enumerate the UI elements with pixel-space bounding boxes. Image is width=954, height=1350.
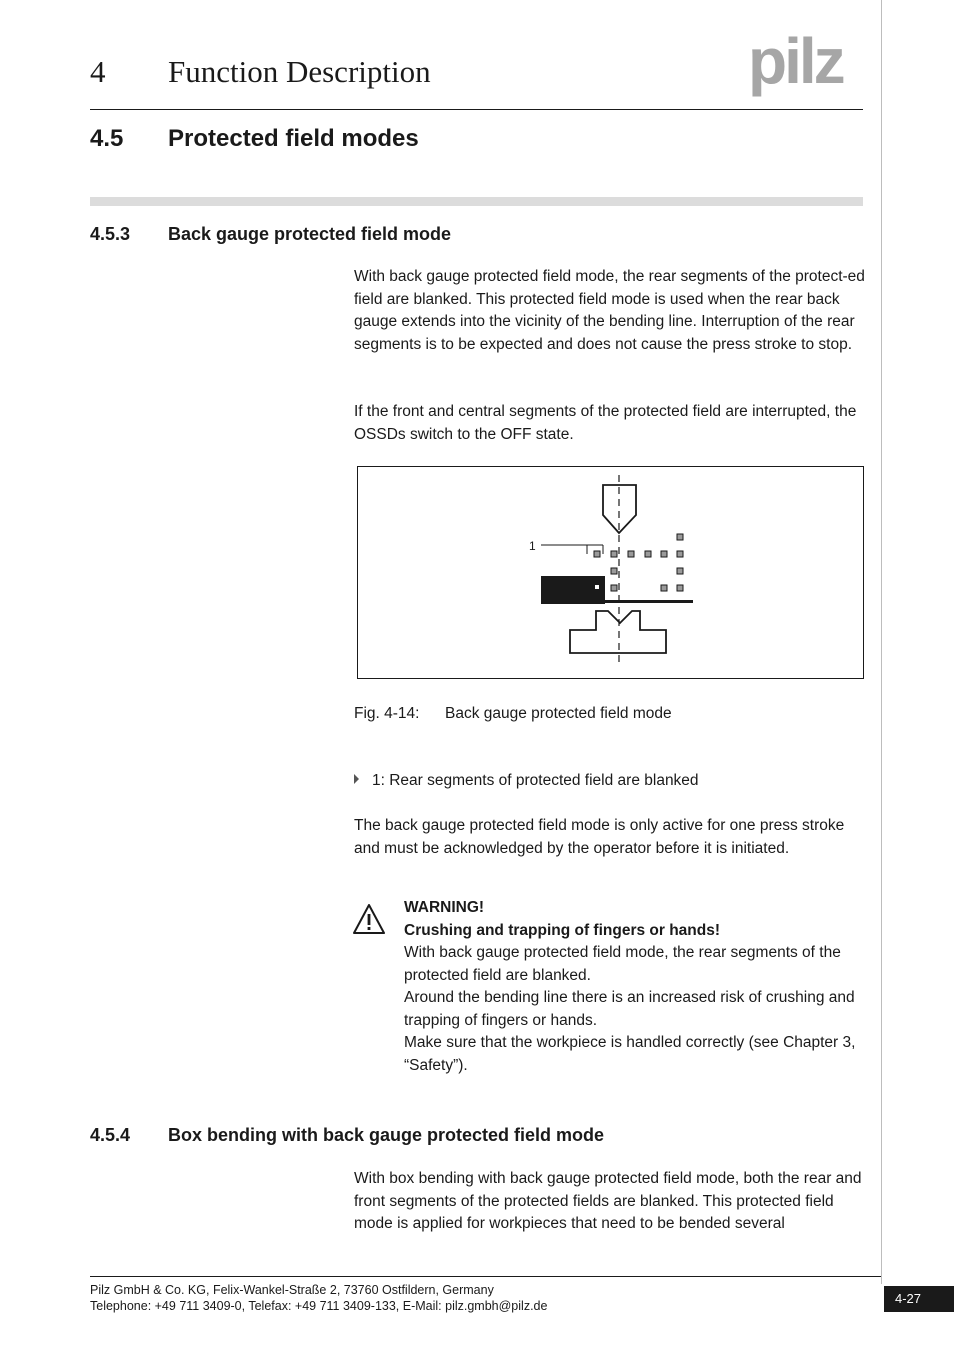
paragraph-box-bending: With box bending with back gauge protected field mode, both the rear and front segments of the protected fields are blanked. This protected field mode is applied for workpieces that need to be bended several [354, 1170, 862, 1232]
footer-line-1: Pilz GmbH & Co. KG, Felix-Wankel-Straße 2, 73760 Ostfildern, Germany [90, 1283, 494, 1297]
paragraph-ossd: If the front and central segments of the protected field are interrupted, the OSSDs switch to the OFF state. [354, 403, 857, 443]
warning-triangle-icon [352, 903, 386, 940]
chapter-number: 4 [90, 54, 106, 89]
legend-item: 1: Rear segments of protected field are blanked [372, 772, 699, 789]
section-number: 4.5 [90, 125, 124, 152]
pilz-logo: pilz [748, 25, 843, 97]
warning-text-3: Make sure that the workpiece is handled correctly (see Chapter 3, “Safety”). [404, 1034, 856, 1074]
warning-text-1: With back gauge protected field mode, the rear segments of the protected field are blanked. [404, 944, 841, 984]
page-margin-line [881, 0, 882, 1284]
footer-address [90, 1282, 547, 1314]
footer-line-2: Telephone: +49 711 3409-0, Telefax: +49 711 3409-133, E-Mail: pilz.gmbh@pilz.de [90, 1299, 548, 1313]
lower-tool-die [570, 611, 666, 653]
warning-subtitle: Crushing and trapping of fingers or hands! [404, 922, 721, 939]
subsection-number-2: 4.5.4 [90, 1125, 131, 1145]
page-number: 4-27 [884, 1286, 954, 1312]
chapter-title: Function Description [168, 54, 431, 89]
blanked-segment-on-gauge [595, 585, 599, 589]
subsection-number: 4.5.3 [90, 224, 131, 244]
figure-number: Fig. 4-14: [354, 705, 420, 722]
section-title: Protected field modes [168, 125, 419, 152]
callout-number: 1 [529, 539, 536, 553]
back-gauge-block [541, 576, 605, 604]
warning-text-2: Around the bending line there is an increased risk of crushing and trapping of fingers or hands. [404, 989, 855, 1029]
workpiece-sheet [594, 600, 693, 603]
callout-leader [541, 545, 587, 554]
subsection-title: Back gauge protected field mode [168, 224, 452, 244]
section-divider [90, 197, 863, 206]
paragraph-intro: With back gauge protected field mode, the rear segments of the protect-ed field are blanked. This protected field mode is used when the rear back gauge extends into the vicinity of the bending line. Interruption of the rear segments is to be expected and does not cause the press stroke to stop. [354, 268, 865, 353]
figure-caption: Back gauge protected field mode [445, 705, 672, 722]
footer-rule [90, 1276, 881, 1277]
paragraph-acknowledge: The back gauge protected field mode is only active for one press stroke and must be acknowledged by the operator before it is initiated. [354, 817, 845, 857]
warning-title: WARNING! [404, 899, 485, 916]
bullet-arrow-icon [354, 774, 359, 784]
press-brake-diagram [358, 467, 863, 678]
figure-frame [357, 466, 864, 679]
protected-field-segments [594, 534, 683, 591]
header-rule [90, 109, 863, 110]
subsection-title-2: Box bending with back gauge protected field mode [168, 1125, 605, 1145]
